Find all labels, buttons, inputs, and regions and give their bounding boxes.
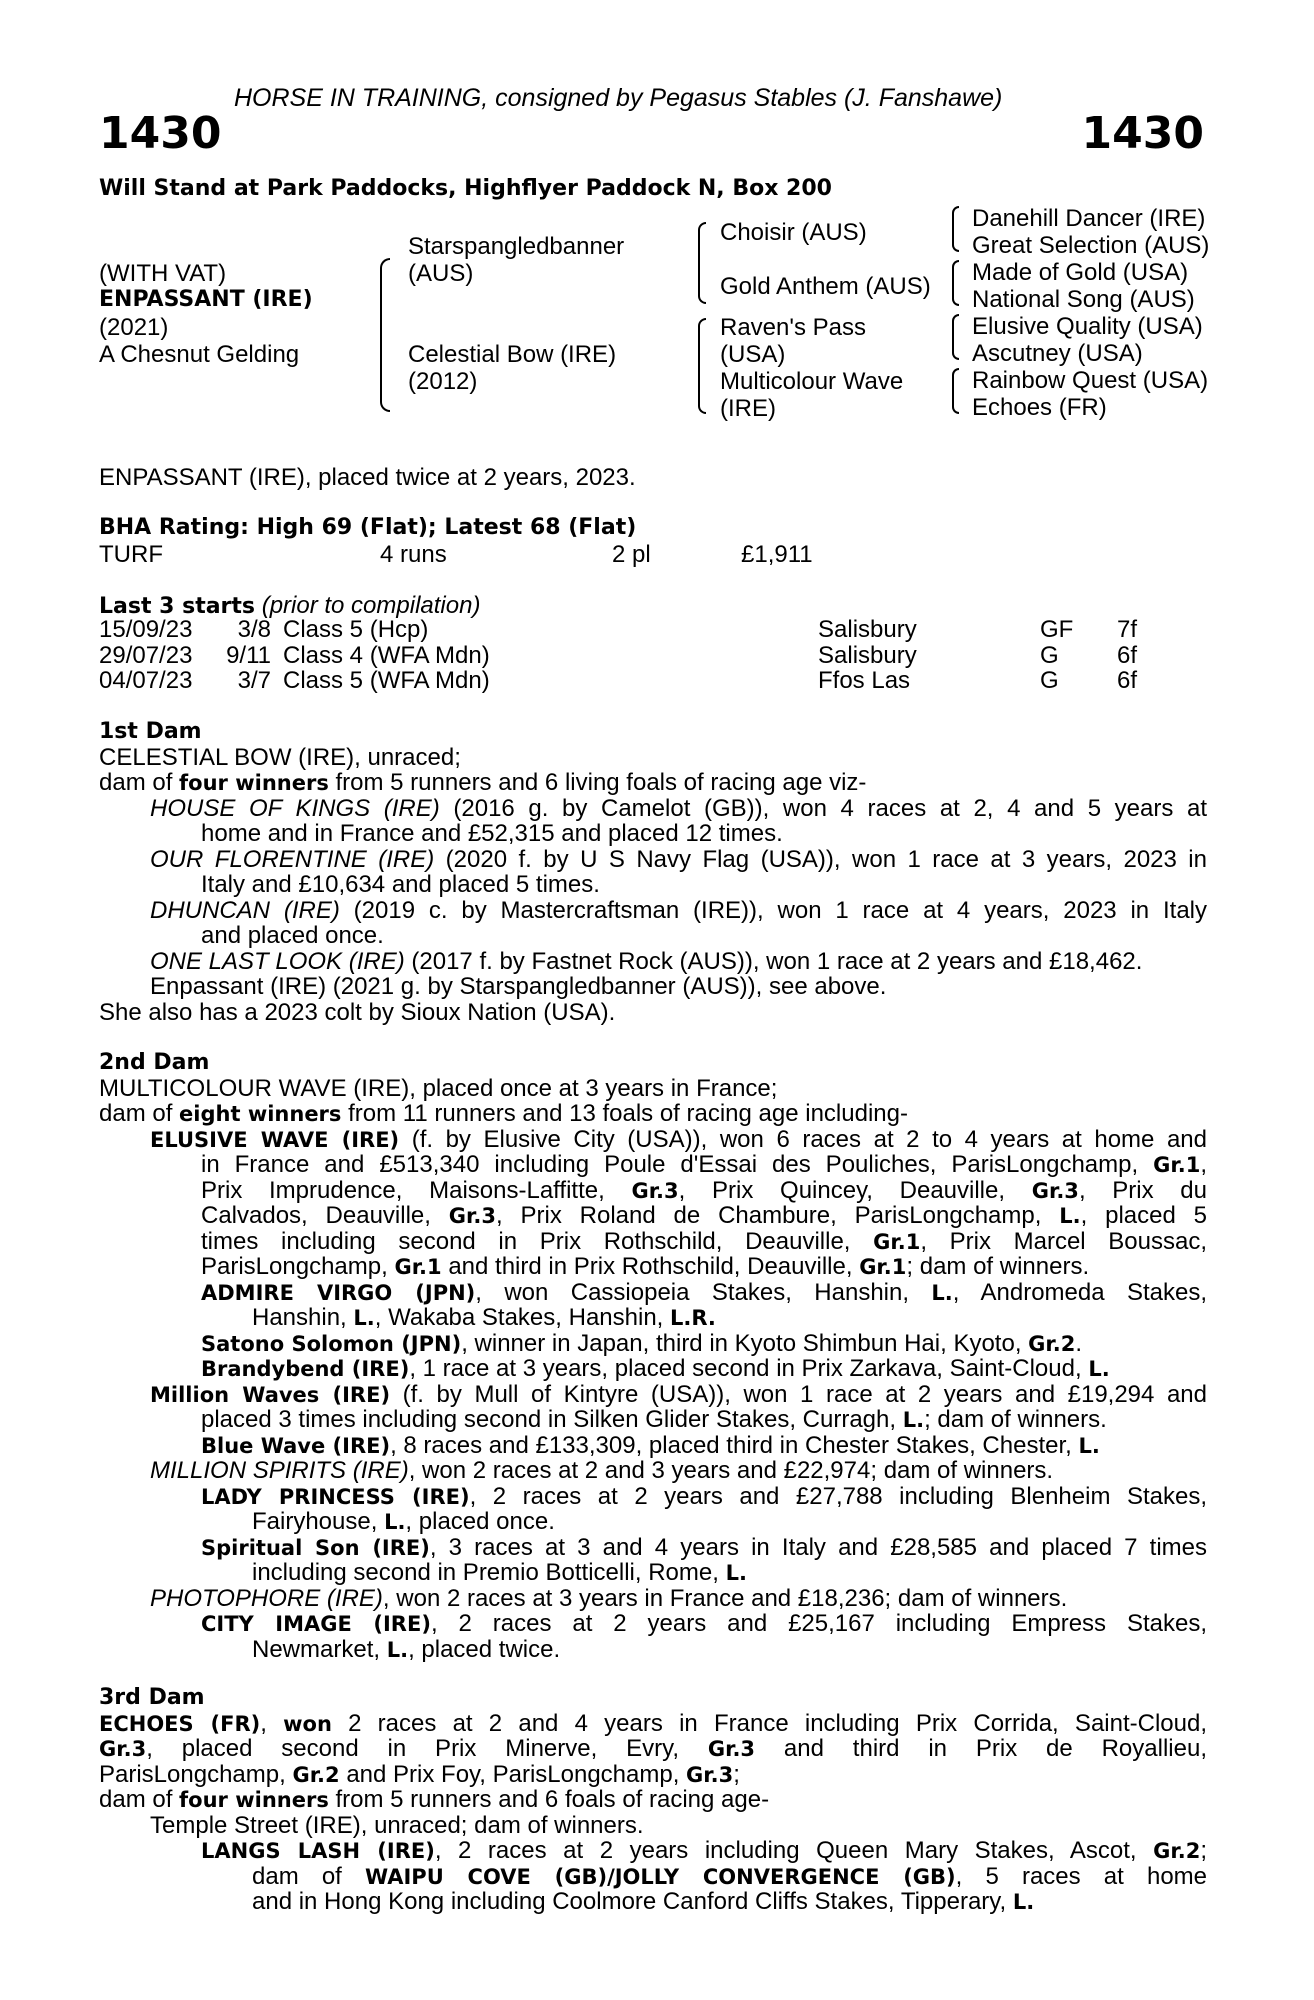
- third-dam-line: [99, 1762, 1207, 1788]
- won-label: won: [283, 1711, 332, 1736]
- start-race: Class 5 (Hcp): [283, 616, 429, 643]
- dam-dam-country: (IRE): [720, 395, 776, 422]
- rating-surface: TURF: [99, 541, 163, 568]
- dam-name: Celestial Bow (IRE): [408, 341, 617, 368]
- produce-name: LANGS LASH (IRE): [201, 1839, 435, 1863]
- produce-text: , 2 races at 2 years and £27,788 including Blenheim Stakes,: [469, 1482, 1207, 1510]
- third-dam-line: [99, 1736, 1207, 1762]
- grade: Gr.3: [99, 1737, 147, 1761]
- produce-name: ADMIRE VIRGO (JPN): [201, 1280, 476, 1305]
- text: , Prix Roland de Chambure, ParisLongchamp,: [495, 1202, 1060, 1229]
- grade: L.: [902, 1408, 925, 1432]
- text: ; dam of winners.: [906, 1253, 1090, 1280]
- pedigree-brace-1: [380, 258, 390, 412]
- start-date: 29/07/23: [99, 641, 193, 669]
- produce-continuation: [99, 1889, 1207, 1915]
- grade: L.: [384, 1510, 406, 1534]
- pedigree-brace-2a: [698, 222, 706, 304]
- produce-text: , 2 races at 2 years and £25,167 including Empress Stakes,: [430, 1610, 1207, 1637]
- lot-number-left: 1430: [99, 108, 222, 159]
- text: , Prix Quincey, Deauville,: [678, 1176, 1032, 1204]
- produce-entry: Temple Street (IRE), unraced; dam of winners.: [150, 1811, 644, 1839]
- second-dam-title: 2nd Dam: [99, 1050, 210, 1075]
- pedigree-brace-3b: [952, 260, 959, 306]
- first-dam-title: 1st Dam: [99, 719, 202, 744]
- produce-name: ELUSIVE WAVE (IRE): [150, 1127, 400, 1152]
- first-dam-section: [99, 719, 1207, 1025]
- produce-name: HOUSE OF KINGS (IRE): [150, 794, 440, 822]
- produce-text: , 3 races at 3 and 4 years in Italy and £28,585 and placed 7 times: [429, 1533, 1207, 1561]
- produce-continuation: [99, 1637, 1207, 1663]
- text: from 11 runners and 13 foals of racing age including-: [341, 1100, 908, 1127]
- produce-entry: [99, 1611, 1207, 1637]
- horse-year: (2021): [99, 314, 169, 341]
- start-position: 9/11: [226, 641, 271, 669]
- text: , placed once.: [405, 1508, 555, 1535]
- third-dam-title: 3rd Dam: [99, 1685, 205, 1710]
- last-starts-title: Last 3 starts: [99, 594, 256, 619]
- pedigree-brace-3a: [952, 206, 959, 252]
- dam-sire-name: Raven's Pass: [720, 314, 866, 341]
- text: ;: [1200, 1837, 1207, 1864]
- text: dam of: [99, 769, 180, 796]
- third-dam-line: [99, 1711, 1207, 1737]
- winners-count: eight winners: [179, 1102, 342, 1126]
- text: and third in Prix Rothschild, Deauville,: [441, 1253, 860, 1280]
- grade: Gr.1: [1153, 1153, 1201, 1177]
- text: ;: [733, 1760, 740, 1788]
- grade: L.: [931, 1280, 953, 1305]
- text: , Prix du: [1078, 1176, 1208, 1204]
- dam-sire-sire: Elusive Quality (USA): [972, 313, 1203, 340]
- table-row: [99, 643, 1137, 669]
- grade: L.R.: [670, 1306, 716, 1330]
- produce-continuation: and placed once.: [201, 922, 384, 949]
- text: Calvados, Deauville,: [201, 1202, 449, 1229]
- produce-entry: [99, 1127, 1207, 1153]
- text: , placed twice.: [408, 1635, 561, 1663]
- text: , 2 races at 2 years including Queen Mary Stakes, Ascot,: [434, 1837, 1154, 1864]
- sire-country: (AUS): [408, 260, 474, 287]
- winners-count: four winners: [179, 1788, 329, 1812]
- text: dam of: [99, 1786, 180, 1813]
- produce-continuation: [99, 1254, 1207, 1280]
- produce-entry: [99, 949, 1207, 975]
- start-position: 3/8: [237, 616, 271, 643]
- produce-text: (2017 f. by Fastnet Rock (AUS)), won 1 race at 2 years and £18,462.: [404, 947, 1143, 975]
- produce-name: Spiritual Son (IRE): [201, 1535, 430, 1560]
- text: ,: [260, 1709, 284, 1737]
- grade: Gr.2: [292, 1762, 340, 1787]
- first-dam-footer: She also has a 2023 colt by Sioux Nation (USA).: [99, 998, 616, 1026]
- start-distance: 6f: [1117, 667, 1138, 694]
- start-course: Ffos Las: [818, 667, 911, 694]
- grade: L.: [1012, 1890, 1035, 1914]
- produce-name: Blue Wave (IRE): [201, 1433, 391, 1458]
- start-distance: 6f: [1117, 641, 1138, 669]
- produce-entry: [99, 1382, 1207, 1408]
- text: ,: [1200, 1151, 1207, 1178]
- produce-entry: [99, 898, 1207, 924]
- text: placed 3 times including second in Silken Glider Stakes, Curragh,: [201, 1406, 903, 1433]
- vat-status: (WITH VAT): [99, 260, 227, 287]
- grade: Gr.3: [448, 1204, 496, 1228]
- produce-name: WAIPU COVE (GB)/JOLLY CONVERGENCE (GB): [365, 1864, 956, 1889]
- text: ParisLongchamp,: [201, 1253, 395, 1280]
- sire-dam: Gold Anthem (AUS): [720, 273, 931, 300]
- start-distance: 7f: [1117, 616, 1138, 643]
- grade: Gr.3: [1031, 1178, 1079, 1203]
- grade: Gr.2: [1028, 1331, 1076, 1356]
- last-starts-note: (prior to compilation): [261, 592, 481, 619]
- grade: Gr.3: [707, 1737, 756, 1761]
- text: in France and £513,340 including Poule d'Essai des Pouliches, ParisLongchamp,: [201, 1151, 1154, 1178]
- third-dam-produce-line: [99, 1787, 1207, 1813]
- lot-number-right: 1430: [1081, 108, 1204, 159]
- produce-continuation: home and in France and £52,315 and placed 12 times.: [201, 820, 783, 847]
- grade: Gr.1: [394, 1255, 442, 1279]
- text: .: [1075, 1329, 1083, 1357]
- text: Newmarket,: [252, 1635, 387, 1663]
- produce-entry: [99, 1356, 1207, 1382]
- grade: L.: [725, 1561, 747, 1585]
- start-course: Salisbury: [818, 616, 917, 643]
- pedigree-brace-3d: [952, 368, 959, 414]
- start-going: GF: [1040, 616, 1074, 643]
- text: , 1 race at 3 years, placed second in Prix Zarkava, Saint-Cloud,: [409, 1355, 1089, 1382]
- sire-dam-dam: National Song (AUS): [972, 286, 1195, 313]
- produce-text: (f. by Elusive City (USA)), won 6 races at 2 to 4 years at home and: [399, 1125, 1208, 1153]
- grade: Gr.3: [686, 1762, 734, 1787]
- grade: Gr.1: [873, 1229, 921, 1254]
- winners-count: four winners: [179, 771, 329, 795]
- produce-name: PHOTOPHORE (IRE): [150, 1584, 383, 1612]
- pedigree-brace-2b: [698, 318, 706, 414]
- start-going: G: [1040, 641, 1059, 669]
- start-race: Class 5 (WFA Mdn): [283, 667, 490, 694]
- text: dam of: [252, 1862, 366, 1890]
- horse-name: ENPASSANT (IRE): [99, 287, 313, 312]
- text: and in Hong Kong including Coolmore Canford Cliffs Stakes, Tipperary,: [252, 1888, 1013, 1915]
- text: 2 races at 2 and 4 years in France including Prix Corrida, Saint-Cloud,: [331, 1709, 1208, 1737]
- produce-entry: [99, 1586, 1207, 1612]
- text: , winner in Japan, third in Kyoto Shimbun Hai, Kyoto,: [461, 1329, 1029, 1357]
- produce-continuation: [99, 1305, 1207, 1331]
- rating-runs: 4 runs: [380, 541, 447, 568]
- text: and Prix Foy, ParisLongchamp,: [339, 1760, 687, 1788]
- text: including second in Premio Botticelli, Rome,: [252, 1559, 726, 1586]
- location-line: Will Stand at Park Paddocks, Highflyer Paddock N, Box 200: [99, 176, 832, 201]
- dam-year: (2012): [408, 368, 478, 395]
- race-summary: ENPASSANT (IRE), placed twice at 2 years, 2023.: [99, 464, 636, 491]
- produce-name: LADY PRINCESS (IRE): [201, 1484, 470, 1509]
- sire-sire-dam: Great Selection (AUS): [972, 232, 1210, 259]
- produce-continuation: [99, 1560, 1207, 1586]
- rating-earnings: £1,911: [741, 541, 813, 568]
- second-dam-section: [99, 1050, 1207, 1662]
- produce-text: , won 2 races at 2 and 3 years and £22,974; dam of winners.: [408, 1457, 1054, 1484]
- sire-sire-sire: Danehill Dancer (IRE): [972, 205, 1206, 232]
- produce-text: (2016 g. by Camelot (GB)), won 4 races at 2, 4 and 5 years at: [439, 794, 1208, 822]
- produce-entry: [99, 796, 1207, 822]
- produce-continuation: [99, 1203, 1207, 1229]
- text: Hanshin,: [252, 1304, 354, 1331]
- produce-entry: [99, 1458, 1207, 1484]
- produce-text: , won 2 races at 3 years in France and £18,236; dam of winners.: [382, 1584, 1068, 1612]
- produce-entry: [99, 1484, 1207, 1510]
- text: times including second in Prix Rothschild, Deauville,: [201, 1227, 874, 1255]
- produce-continuation: [99, 1509, 1207, 1535]
- start-course: Salisbury: [818, 641, 917, 669]
- first-dam-produce-line: [99, 770, 1207, 796]
- produce-entry: [99, 1838, 1207, 1864]
- text: , placed 5: [1080, 1202, 1207, 1229]
- start-date: 04/07/23: [99, 667, 193, 694]
- produce-continuation: [99, 1229, 1207, 1255]
- consignment-line: HORSE IN TRAINING, consigned by Pegasus Stables (J. Fanshawe): [234, 84, 1003, 112]
- text: , Andromeda Stakes,: [952, 1278, 1207, 1306]
- dam-dam-dam: Echoes (FR): [972, 394, 1107, 421]
- grade: L.: [1059, 1204, 1081, 1228]
- text: , placed second in Prix Minerve, Evry,: [146, 1735, 708, 1762]
- text: , won Cassiopeia Stakes, Hanshin,: [475, 1278, 932, 1306]
- start-race: Class 4 (WFA Mdn): [283, 641, 490, 669]
- table-row: [99, 617, 1137, 643]
- start-date: 15/09/23: [99, 616, 193, 643]
- produce-text: (f. by Mull of Kintyre (USA)), won 1 race at 2 years and £19,294 and: [390, 1380, 1207, 1408]
- text: from 5 runners and 6 living foals of racing age viz-: [328, 769, 867, 796]
- text: ; dam of winners.: [924, 1406, 1107, 1433]
- grade: L.: [353, 1306, 375, 1330]
- last-starts-table: [99, 617, 1137, 694]
- produce-continuation: Italy and £10,634 and placed 5 times.: [201, 871, 600, 898]
- text: , 8 races and £133,309, placed third in Chester Stakes, Chester,: [390, 1431, 1079, 1459]
- text: , Prix Marcel Boussac,: [920, 1227, 1208, 1255]
- produce-name: ONE LAST LOOK (IRE): [150, 947, 405, 975]
- produce-text: (2020 f. by U S Navy Flag (USA)), won 1 race at 3 years, 2023 in: [434, 845, 1207, 873]
- text: , 5 races at home: [955, 1862, 1208, 1890]
- text: dam of: [99, 1100, 180, 1127]
- grade: L.: [1078, 1433, 1100, 1458]
- sire-name: Starspangledbanner: [408, 233, 625, 260]
- dam-name: ECHOES (FR): [99, 1711, 261, 1736]
- text: , Wakaba Stakes, Hanshin,: [374, 1304, 671, 1331]
- produce-name: CITY IMAGE (IRE): [201, 1612, 431, 1636]
- horse-description: A Chesnut Gelding: [99, 341, 300, 368]
- produce-entry: [99, 1280, 1207, 1306]
- produce-continuation: [99, 1407, 1207, 1433]
- text: Prix Imprudence, Maisons-Laffitte,: [201, 1176, 632, 1204]
- produce-entry: [99, 1331, 1207, 1357]
- table-row: [99, 668, 1137, 694]
- produce-name: DHUNCAN (IRE): [150, 896, 340, 924]
- first-dam-line: CELESTIAL BOW (IRE), unraced;: [99, 743, 461, 771]
- dam-dam-name: Multicolour Wave: [720, 368, 904, 395]
- produce-continuation: [99, 1152, 1207, 1178]
- sire-sire: Choisir (AUS): [720, 219, 867, 246]
- second-dam-line: MULTICOLOUR WAVE (IRE), placed once at 3 years in France;: [99, 1074, 778, 1102]
- grade: Gr.1: [859, 1255, 907, 1279]
- produce-entry: [99, 1433, 1207, 1459]
- pedigree-brace-3c: [952, 314, 959, 360]
- sire-dam-sire: Made of Gold (USA): [972, 259, 1189, 286]
- produce-name: Satono Solomon (JPN): [201, 1331, 462, 1356]
- produce-entry: Enpassant (IRE) (2021 g. by Starspangledbanner (AUS)), see above.: [150, 973, 887, 1000]
- produce-name: Brandybend (IRE): [201, 1357, 410, 1381]
- grade: L.: [386, 1637, 409, 1662]
- third-dam-section: [99, 1685, 1207, 1915]
- text: Fairyhouse,: [252, 1508, 385, 1535]
- produce-name: OUR FLORENTINE (IRE): [150, 845, 435, 873]
- dam-dam-sire: Rainbow Quest (USA): [972, 367, 1209, 394]
- text: ParisLongchamp,: [99, 1760, 293, 1788]
- produce-entry: [99, 1535, 1207, 1561]
- rating-placed: 2 pl: [612, 541, 651, 568]
- produce-name: MILLION SPIRITS (IRE): [150, 1457, 409, 1484]
- grade: Gr.2: [1153, 1839, 1201, 1863]
- second-dam-produce-line: [99, 1101, 1207, 1127]
- grade: Gr.3: [631, 1178, 679, 1203]
- produce-continuation: [99, 1864, 1207, 1890]
- produce-entry: [99, 847, 1207, 873]
- grade: L.: [1088, 1357, 1110, 1381]
- dam-sire-dam: Ascutney (USA): [972, 340, 1143, 367]
- text: from 5 runners and 6 foals of racing age-: [328, 1786, 770, 1813]
- text: and third in Prix de Royallieu,: [755, 1735, 1207, 1762]
- produce-name: Million Waves (IRE): [150, 1382, 391, 1407]
- start-going: G: [1040, 667, 1059, 694]
- bha-rating: BHA Rating: High 69 (Flat); Latest 68 (Flat): [99, 515, 637, 540]
- dam-sire-country: (USA): [720, 341, 786, 368]
- start-position: 3/7: [237, 667, 271, 694]
- produce-continuation: [99, 1178, 1207, 1204]
- produce-text: (2019 c. by Mastercraftsman (IRE)), won 1 race at 4 years, 2023 in Italy: [339, 896, 1207, 924]
